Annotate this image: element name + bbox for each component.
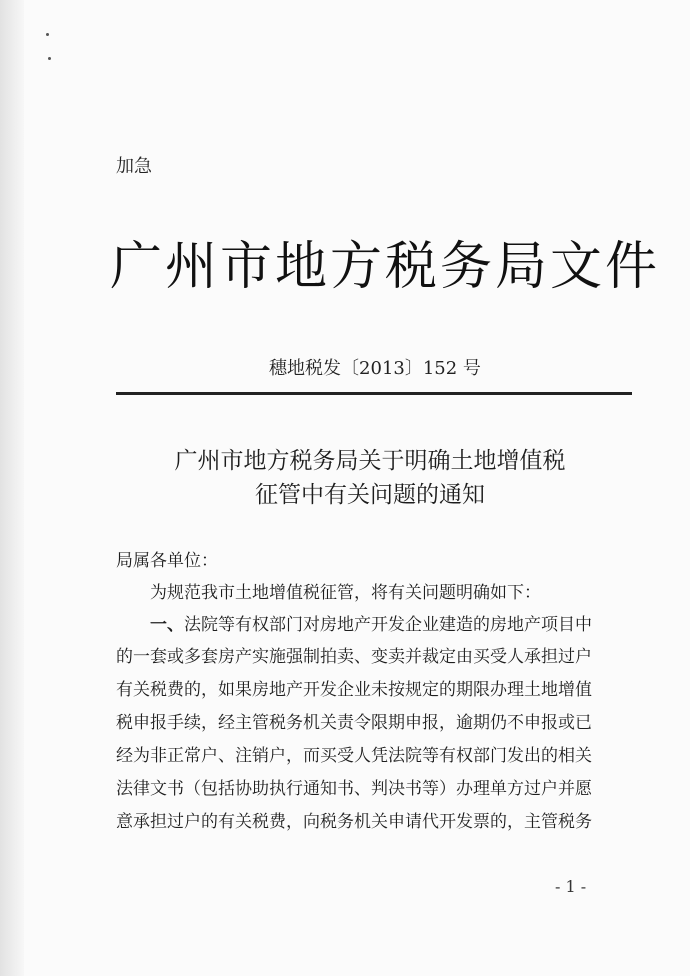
intro-paragraph: 为规范我市土地增值税征管，将有关问题明确如下： bbox=[150, 583, 541, 603]
salutation: 局属各单位： bbox=[116, 551, 218, 571]
item-1-line: 的一套或多套房产实施强制拍卖、变卖并裁定由买受人承担过户 bbox=[116, 647, 592, 667]
notice-title-line-2: 征管中有关问题的通知 bbox=[255, 482, 485, 508]
scan-speck bbox=[48, 57, 51, 60]
item-1-line: 有关税费的，如果房地产开发企业未按规定的期限办理土地增值 bbox=[116, 680, 592, 700]
document-number: 穗地税发〔2013〕152 号 bbox=[269, 358, 481, 379]
item-1-line: 法律文书（包括协助执行通知书、判决书等）办理单方过户并愿 bbox=[116, 779, 592, 799]
item-1-first-line bbox=[150, 610, 592, 635]
header-rule bbox=[116, 392, 632, 395]
item-1-line: 税申报手续，经主管税务机关责令限期申报，逾期仍不申报或已 bbox=[116, 713, 592, 733]
scan-speck bbox=[46, 33, 49, 36]
issuer-masthead: 广州市地方税务局文件 bbox=[110, 237, 661, 297]
item-1-line: 意承担过户的有关税费，向税务机关申请代开发票的，主管税务 bbox=[116, 812, 592, 832]
page-number: - 1 - bbox=[555, 877, 587, 896]
item-1-line: 法院等有权部门对房地产开发企业建造的房地产项目中 bbox=[184, 615, 592, 635]
scan-edge-shadow bbox=[0, 0, 24, 976]
item-1-heading: 一、 bbox=[150, 615, 184, 635]
urgency-label: 加急 bbox=[116, 156, 152, 177]
item-1-line: 经为非正常户、注销户，而买受人凭法院等有权部门发出的相关 bbox=[116, 746, 592, 766]
notice-title-line-1: 广州市地方税务局关于明确土地增值税 bbox=[174, 448, 566, 474]
